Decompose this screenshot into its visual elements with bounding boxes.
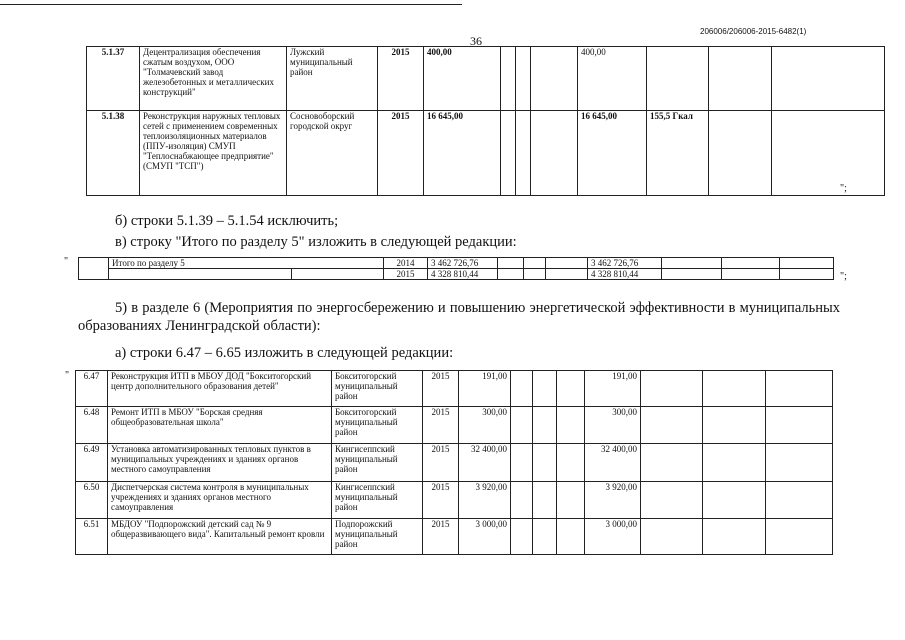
table-section-5-rows bbox=[86, 46, 885, 196]
row-name: Ремонт ИТП в МБОУ "Борская средняя общеобразовательная школа" bbox=[108, 407, 332, 444]
row-total: 4 328 810,44 bbox=[428, 269, 498, 280]
row-regional: 400,00 bbox=[578, 47, 647, 111]
row-name: Установка автоматизированных тепловых пунктов в муниципальных учреждениях и зданиях органов местного самоуправления bbox=[108, 444, 332, 482]
row-cell bbox=[531, 111, 578, 196]
row-year: 2015 bbox=[423, 407, 459, 444]
row-total: 191,00 bbox=[459, 371, 511, 407]
top-rule bbox=[0, 4, 462, 5]
row-year: 2015 bbox=[423, 519, 459, 555]
row-total: 400,00 bbox=[424, 47, 501, 111]
row-year: 2015 bbox=[423, 371, 459, 407]
row-regional: 191,00 bbox=[585, 371, 641, 407]
row-number: 6.48 bbox=[76, 407, 108, 444]
row-area: Бокситогорский муниципальный район bbox=[332, 407, 423, 444]
row-effect: 155,5 Гкал bbox=[647, 111, 709, 196]
row-year: 2015 bbox=[423, 444, 459, 482]
table-section-6-rows bbox=[75, 370, 833, 555]
row-total: 300,00 bbox=[459, 407, 511, 444]
row-regional: 3 920,00 bbox=[585, 482, 641, 519]
row-year: 2015 bbox=[378, 47, 424, 111]
row-regional: 300,00 bbox=[585, 407, 641, 444]
table-row bbox=[76, 407, 833, 444]
row-year: 2015 bbox=[378, 111, 424, 196]
row-cell bbox=[709, 47, 772, 111]
total-label: Итого по разделу 5 bbox=[109, 258, 384, 269]
row-area: Кингисеппский муниципальный район bbox=[332, 444, 423, 482]
table-section-5-total bbox=[78, 257, 834, 280]
row-regional: 32 400,00 bbox=[585, 444, 641, 482]
row-name: Реконструкция ИТП в МБОУ ДОД "Бокситогорский центр дополнительного образования детей" bbox=[108, 371, 332, 407]
instruction-a: а) строки 6.47 – 6.65 изложить в следующей редакции: bbox=[115, 345, 454, 361]
row-area: Кингисеппский муниципальный район bbox=[332, 482, 423, 519]
row-total: 16 645,00 bbox=[424, 111, 501, 196]
table-row bbox=[79, 269, 834, 280]
table-row bbox=[87, 47, 885, 111]
row-regional: 4 328 810,44 bbox=[588, 269, 662, 280]
row-number: 6.50 bbox=[76, 482, 108, 519]
row-cell bbox=[501, 47, 516, 111]
row-total: 3 920,00 bbox=[459, 482, 511, 519]
row-regional: 3 462 726,76 bbox=[588, 258, 662, 269]
row-year: 2014 bbox=[384, 258, 428, 269]
table2-end-mark: "; bbox=[840, 271, 847, 282]
row-regional: 16 645,00 bbox=[578, 111, 647, 196]
row-number: 6.49 bbox=[76, 444, 108, 482]
page-number: 36 bbox=[470, 34, 482, 48]
table1-end-mark: "; bbox=[840, 183, 847, 194]
table-row bbox=[76, 444, 833, 482]
row-number: 6.47 bbox=[76, 371, 108, 407]
row-cell bbox=[531, 47, 578, 111]
row-cell bbox=[709, 111, 772, 196]
row-total: 3 462 726,76 bbox=[428, 258, 498, 269]
document-code: 206006/206006-2015-6482(1) bbox=[700, 27, 807, 36]
row-name: Децентрализация обеспечения сжатым воздухом, ООО "Толмачевский завод железобетонных и металлических конструкций" bbox=[140, 47, 287, 111]
table-row bbox=[79, 258, 834, 269]
row-cell bbox=[516, 47, 531, 111]
row-cell bbox=[501, 111, 516, 196]
row-area: Сосновоборский городской округ bbox=[287, 111, 378, 196]
row-effect bbox=[647, 47, 709, 111]
row-number: 5.1.38 bbox=[87, 111, 140, 196]
row-regional: 3 000,00 bbox=[585, 519, 641, 555]
table-row bbox=[87, 111, 885, 196]
row-cell bbox=[772, 111, 885, 196]
table-row bbox=[76, 519, 833, 555]
instruction-b: б) строки 5.1.39 – 5.1.54 исключить; bbox=[115, 213, 339, 229]
row-area: Лужский муниципальный район bbox=[287, 47, 378, 111]
paragraph-section-6: 5) в разделе 6 (Мероприятия по энергосбережению и повышению энергетической эффективности в муниципальных образованиях Ленинградской области): bbox=[78, 300, 840, 334]
table2-open-mark: " bbox=[64, 256, 69, 267]
row-cell bbox=[772, 47, 885, 111]
row-name: Диспетчерская система контроля в муниципальных учреждениях и зданиях органов местного самоуправления bbox=[108, 482, 332, 519]
row-number: 6.51 bbox=[76, 519, 108, 555]
row-total: 3 000,00 bbox=[459, 519, 511, 555]
table3-open-mark: " bbox=[65, 370, 70, 381]
table-row bbox=[76, 371, 833, 407]
row-cell bbox=[516, 111, 531, 196]
row-total: 32 400,00 bbox=[459, 444, 511, 482]
row-year: 2015 bbox=[423, 482, 459, 519]
row-area: Подпорожский муниципальный район bbox=[332, 519, 423, 555]
row-name: Реконструкция наружных тепловых сетей с применением современных теплоизоляционных материалов (ППУ-изоляция) СМУП "Теплоснабжающее предприятие" (СМУП "ТСП") bbox=[140, 111, 287, 196]
row-name: МБДОУ "Подпорожский детский сад № 9 общеразвивающего вида". Капитальный ремонт кровли bbox=[108, 519, 332, 555]
table-row bbox=[76, 482, 833, 519]
row-number: 5.1.37 bbox=[87, 47, 140, 111]
row-year: 2015 bbox=[384, 269, 428, 280]
row-area: Бокситогорский муниципальный район bbox=[332, 371, 423, 407]
instruction-v: в) строку "Итого по разделу 5" изложить в следующей редакции: bbox=[115, 234, 517, 250]
